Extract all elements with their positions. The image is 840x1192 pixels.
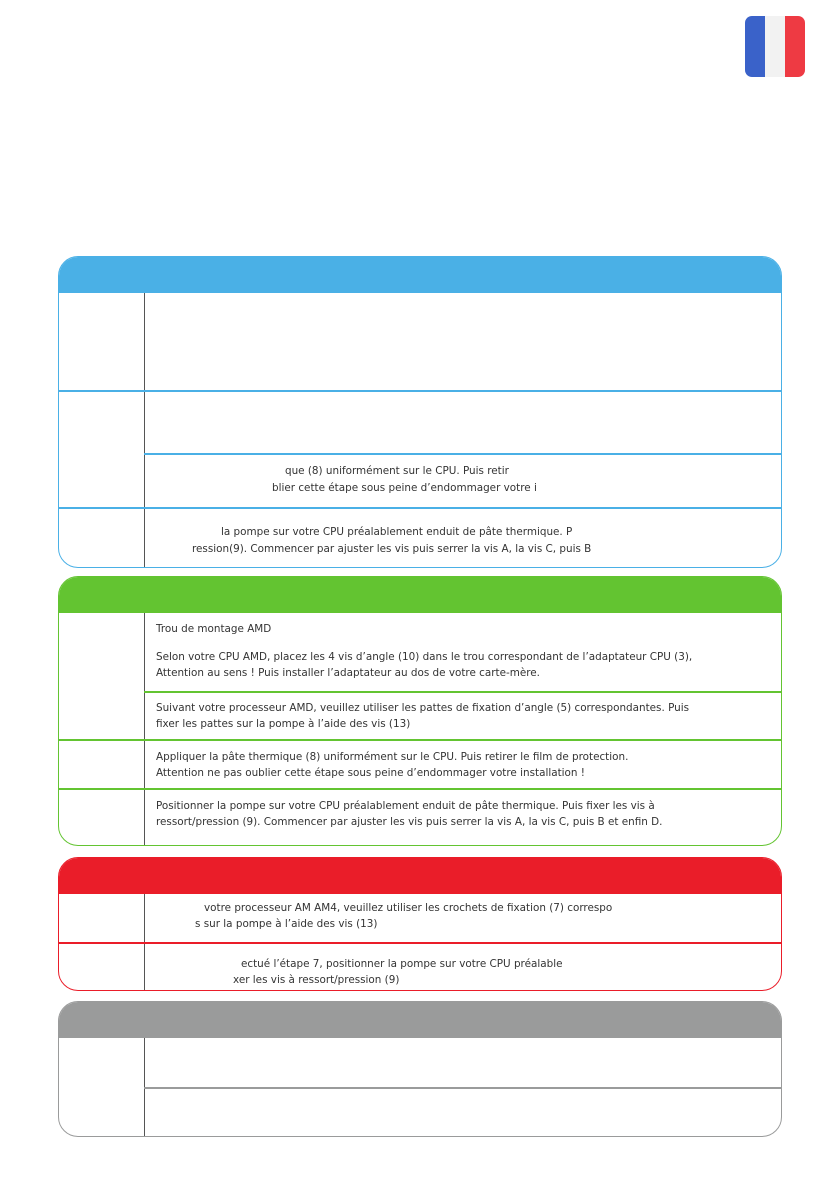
row-divider [59,942,781,944]
red-step1-text-line1: votre processeur AM AM4, veuillez utiliser les crochets de fixation (7) correspo [204,902,613,914]
green-step1a-text-line1: Selon votre CPU AMD, placez les 4 vis d’angle (10) dans le trou correspondant de l’adaptateur CPU (3), [156,651,693,663]
row-divider [144,453,781,455]
row-divider [144,691,781,693]
red-step2-text-line1: ectué l’étape 7, positionner la pompe sur votre CPU préalable [241,958,563,970]
red-section [58,857,782,991]
blue-step2-text-line1: que (8) uniformément sur le CPU. Puis retir [285,465,509,477]
row-divider [59,739,781,741]
green-step1a-text-line2: Attention au sens ! Puis installer l’adaptateur au dos de votre carte-mère. [156,667,540,679]
blue-step2-text-line2: blier cette étape sous peine d’endommager votre i [272,482,537,494]
blue-step3-text-line2: ression(9). Commencer par ajuster les vis puis serrer la vis A, la vis C, puis B [192,543,592,555]
green-step1b-text-line2: fixer les pattes sur la pompe à l’aide des vis (13) [156,718,411,730]
green-step3-text-line2: ressort/pression (9). Commencer par ajuster les vis puis serrer la vis A, la vis C, puis B et enfin D. [156,816,663,828]
row-divider [144,1087,781,1089]
row-divider [59,507,781,509]
red-section-header [59,858,781,894]
column-divider [144,293,145,567]
green-section [58,576,782,846]
green-step2-text-line2: Attention ne pas oublier cette étape sous peine d’endommager votre installation ! [156,767,585,779]
green-step3-text-line1: Positionner la pompe sur votre CPU préalablement enduit de pâte thermique. Puis fixer les vis à [156,800,655,812]
red-step2-text-line2: xer les vis à ressort/pression (9) [233,974,400,986]
red-step1-text-line2: s sur la pompe à l’aide des vis (13) [195,918,378,930]
blue-step3-text-line1: la pompe sur votre CPU préalablement enduit de pâte thermique. P [221,526,573,538]
row-divider [59,788,781,790]
gray-section-header [59,1002,781,1038]
green-step1b-text-line1: Suivant votre processeur AMD, veuillez utiliser les pattes de fixation d’angle (5) correspondantes. Puis [156,702,690,714]
blue-section-header [59,257,781,293]
france-flag-icon [745,16,805,77]
gray-section [58,1001,782,1137]
blue-section [58,256,782,568]
column-divider [144,613,145,845]
green-step2-text-line1: Appliquer la pâte thermique (8) uniformément sur le CPU. Puis retirer le film de protection. [156,751,629,763]
amd-mounting-hole-title: Trou de montage AMD [156,623,272,635]
green-section-header [59,577,781,613]
row-divider [59,390,781,392]
